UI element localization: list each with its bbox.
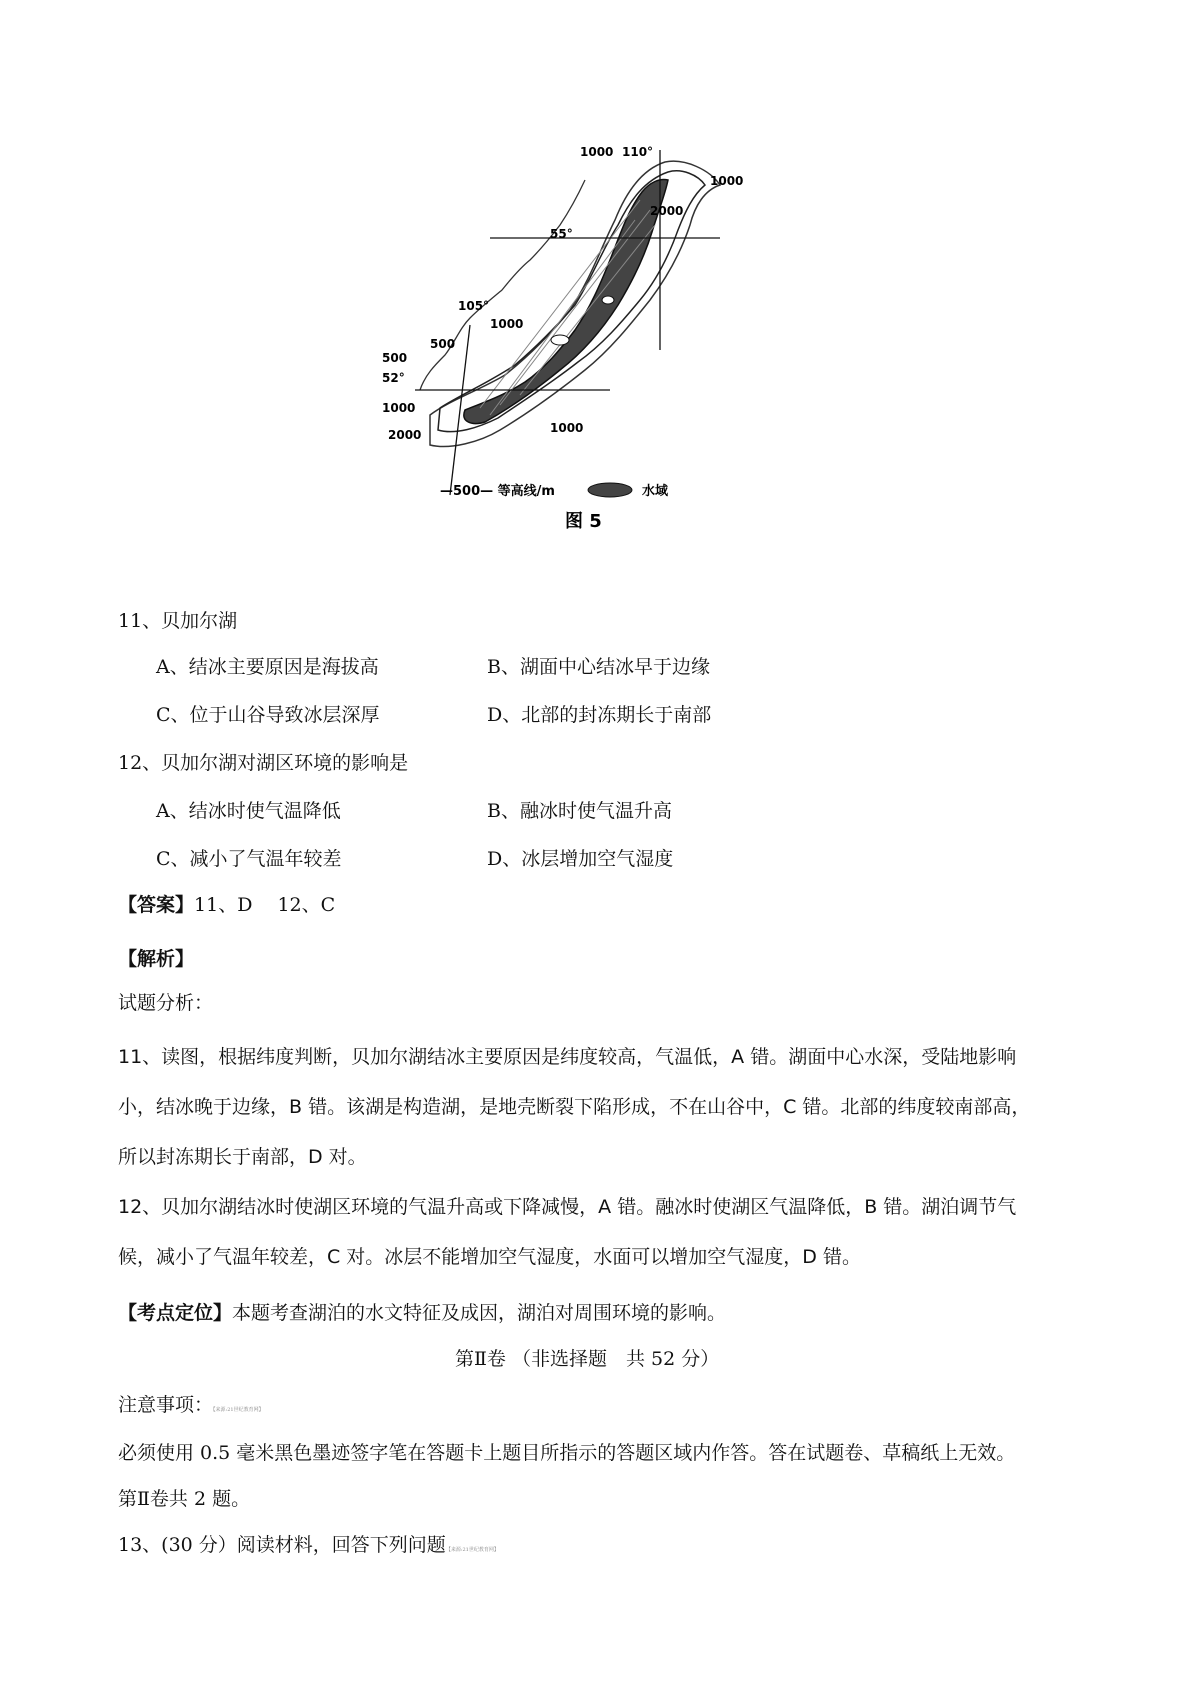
analysis-p12-line2: 候，减小了气温年较差，C 对。冰层不能增加空气湿度，水面可以增加空气湿度，D 错。	[118, 1246, 861, 1268]
q11-option-a: A、结冰主要原因是海拔高	[156, 656, 379, 678]
lake-baikal-map-figure	[382, 145, 770, 550]
label-lon-110: 110°	[622, 145, 654, 159]
label-2000-left: 2000	[388, 428, 422, 442]
answer-text: 11、D 12、C	[194, 894, 336, 916]
kaodian-text: 本题考查湖泊的水文特征及成因，湖泊对周围环境的影响。	[232, 1302, 727, 1324]
label-lat-55: 55°	[550, 227, 573, 241]
q11-stem: 11、贝加尔湖	[118, 610, 238, 632]
rule-1: 必须使用 0.5 毫米黑色墨迹签字笔在答题卡上题目所指示的答题区域内作答。答在试题卷、草稿纸上无效。	[118, 1442, 1016, 1464]
notice-label: 注意事项：	[118, 1394, 214, 1416]
q13-source-mark: 【来源:21世纪教育网】	[445, 1547, 499, 1553]
label-2000-right: 2000	[650, 204, 684, 218]
legend-water: 水域	[642, 484, 669, 499]
label-1000-left: 1000	[382, 401, 416, 415]
answer-label: 【答案】	[118, 894, 195, 916]
label-1000-right: 1000	[710, 174, 744, 188]
q11-option-d: D、北部的封冻期长于南部	[487, 704, 712, 726]
analysis-title: 【解析】	[118, 948, 195, 970]
kaodian-line	[118, 1301, 726, 1325]
q11-option-b: B、湖面中心结冰早于边缘	[487, 656, 710, 678]
notice-line	[118, 1393, 264, 1422]
kaodian-label: 【考点定位】	[118, 1302, 233, 1324]
q12-stem: 12、贝加尔湖对湖区环境的影响是	[118, 752, 409, 774]
q13-line	[118, 1533, 499, 1562]
analysis-p11-line1: 11、读图，根据纬度判断，贝加尔湖结冰主要原因是纬度较高，气温低，A 错。湖面中心水深，受陆地影响	[118, 1046, 1017, 1068]
label-500: 500	[430, 337, 456, 351]
analysis-p12-line1: 12、贝加尔湖结冰时使湖区环境的气温升高或下降减慢，A 错。融冰时使湖区气温降低，B 错。湖泊调节气	[118, 1196, 1017, 1218]
q12-option-a: A、结冰时使气温降低	[156, 800, 341, 822]
label-lat-52: 52°	[382, 371, 405, 385]
notice-source-mark: 【来源:21世纪教育网】	[213, 1407, 264, 1413]
label-1000-top: 1000	[580, 145, 614, 159]
label-500-left: 500	[382, 351, 408, 365]
q12-option-c: C、减小了气温年较差	[156, 848, 342, 870]
label-1000-bottom: 1000	[550, 421, 584, 435]
legend-water-swatch	[588, 483, 632, 497]
analysis-intro: 试题分析：	[118, 992, 214, 1014]
q12-option-d: D、冰层增加空气湿度	[487, 848, 674, 870]
q11-option-c: C、位于山谷导致冰层深厚	[156, 704, 380, 726]
q13-stem: 13、(30 分）阅读材料，回答下列问题	[118, 1534, 446, 1556]
analysis-p11-line3: 所以封冻期长于南部，D 对。	[118, 1146, 367, 1168]
section2-title: 第Ⅱ卷 （非选择题 共 52 分）	[455, 1348, 720, 1370]
label-lon-105: 105°	[458, 299, 490, 313]
answer-line	[118, 893, 335, 917]
contour-map	[382, 145, 770, 550]
label-1000-mid: 1000	[490, 317, 524, 331]
analysis-p11-line2: 小，结冰晚于边缘，B 错。该湖是构造湖，是地壳断裂下陷形成，不在山谷中，C 错。北部的纬度较南部高，	[118, 1096, 1031, 1118]
rule-2: 第Ⅱ卷共 2 题。	[118, 1488, 251, 1510]
legend-contour: —500— 等高线/m	[440, 484, 555, 499]
q12-option-b: B、融冰时使气温升高	[487, 800, 672, 822]
figure-caption: 图 5	[565, 511, 602, 532]
